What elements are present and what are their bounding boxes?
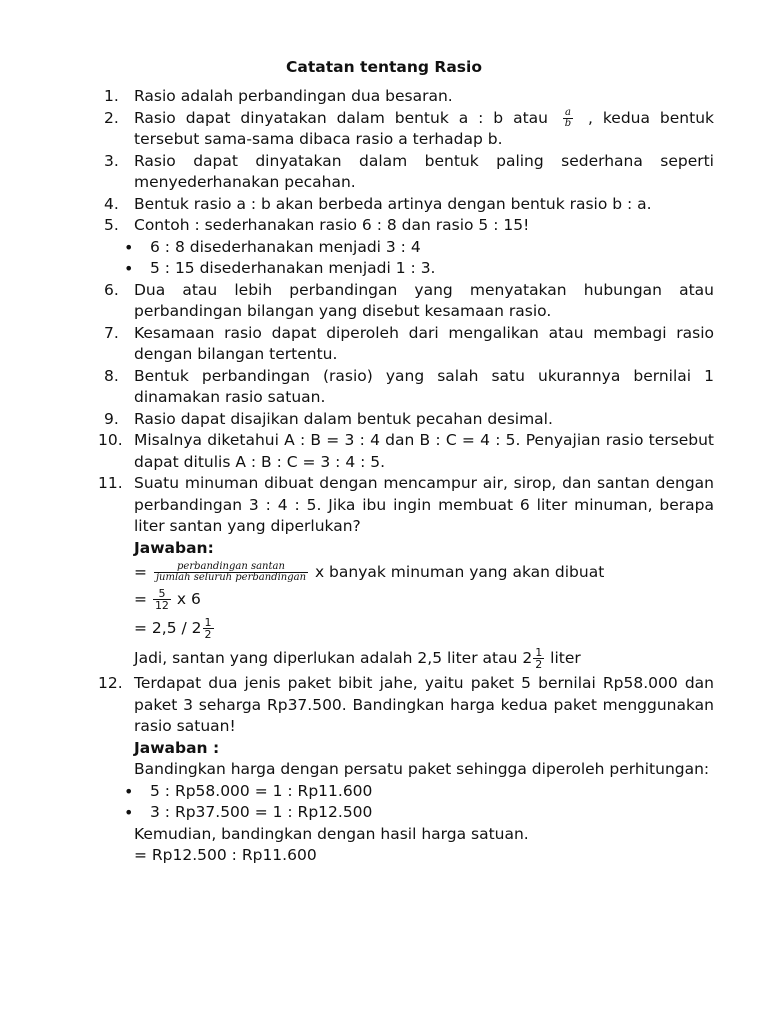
equals-sign: = (134, 563, 147, 581)
list-item-2 (104, 108, 714, 151)
list-item-7 (104, 323, 714, 366)
conclusion-text: Jadi, santan yang diperlukan adalah 2,5 liter atau 2 (134, 649, 533, 667)
item-text-line1 (134, 108, 714, 130)
item-text: Bentuk rasio a : b akan berbeda artinya dengan bentuk rasio b : a. (134, 194, 652, 213)
conclusion (134, 643, 714, 673)
item-number: 9. (104, 409, 119, 428)
fraction-numerator: 1 (535, 646, 543, 659)
item-text: Rasio adalah perbandingan dua besaran. (134, 87, 453, 105)
fraction-numerator: 5 (153, 588, 171, 600)
item-text: Suatu minuman dibuat dengan mencampur air, sirop, dan santan dengan perbandingan 3 : 4 : 5. Jika ibu ingin membuat 6 liter minuman, berapa liter santan yang diperlukan? (134, 474, 714, 535)
fraction-santan-ratio (154, 562, 308, 583)
step-text: x 6 (176, 590, 201, 608)
fraction-one-half (203, 617, 214, 640)
fraction-numerator: 1 (204, 616, 212, 629)
followup-text: Kemudian, bandingkan dengan hasil harga satuan. (134, 824, 529, 843)
step-text: x banyak minuman yang akan dibuat (314, 563, 605, 581)
bullet-item: • 6 : 8 disederhanakan menjadi 3 : 4 (104, 237, 714, 259)
explanation-text: Bandingkan harga dengan persatu paket sehingga diperoleh perhitungan: (134, 760, 710, 778)
equals-sign: = (134, 590, 147, 608)
list-item-9 (104, 409, 714, 431)
list-item-3 (104, 151, 714, 194)
item-number: 10. (98, 431, 123, 449)
step-text: = 2,5 / 2 (134, 619, 202, 637)
result-text: = Rp12.500 : Rp11.600 (134, 846, 317, 864)
item-text: Rasio dapat disajikan dalam bentuk pecahan desimal. (134, 409, 553, 428)
list-item-6 (104, 280, 714, 323)
document-title: Catatan tentang Rasio (286, 58, 482, 76)
item-number: 7. (104, 323, 119, 342)
conclusion-unit: liter (550, 649, 581, 667)
fraction-denominator: b (564, 117, 572, 129)
fraction-one-half (533, 647, 544, 670)
item-number: 6. (104, 280, 119, 299)
fraction-5-over-12 (153, 588, 171, 611)
item-number: 12. (98, 674, 123, 692)
fraction-numerator: perbandingan santan (154, 562, 308, 573)
bullet-item: • 5 : 15 disederhanakan menjadi 1 : 3. (104, 258, 714, 280)
fraction-denominator: 2 (535, 658, 543, 671)
solution-step-2 (134, 585, 714, 613)
list-item-12 (98, 673, 714, 781)
fraction-denominator: 12 (154, 599, 169, 612)
fraction-numerator: a (563, 108, 573, 119)
solution-step-3 (134, 613, 714, 643)
item-number: 8. (104, 366, 119, 385)
item-number: 4. (104, 194, 119, 213)
fraction-denominator: jumlah seluruh perbandingan (155, 572, 307, 583)
fraction-denominator: 2 (204, 628, 212, 641)
item-number: 5. (104, 216, 119, 234)
item-number: 3. (104, 151, 119, 170)
item-text-pre: Rasio dapat dinyatakan dalam bentuk a : b atau (134, 108, 548, 127)
item-text: Kesamaan rasio dapat diperoleh dari mengalikan atau membagi rasio dengan bilangan tertentu. (134, 323, 714, 363)
bullet-item: • 3 : Rp37.500 = 1 : Rp12.500 (104, 802, 714, 824)
answer-label: Jawaban : (134, 738, 220, 757)
solution-step-1 (134, 559, 714, 585)
item-text: Bentuk perbandingan (rasio) yang salah satu ukurannya bernilai 1 dinamakan rasio satuan. (134, 366, 714, 406)
item-number: 11. (98, 474, 123, 492)
item-text: Terdapat dua jenis paket bibit jahe, yaitu paket 5 bernilai Rp58.000 dan paket 3 seharga Rp37.500. Bandingkan harga kedua paket menggunakan rasio satuan! (134, 674, 714, 735)
answer-label: Jawaban: (134, 538, 214, 557)
list-item-5 (104, 215, 714, 237)
fraction-a-over-b (563, 108, 573, 129)
list-item-8 (104, 366, 714, 409)
item-text: Contoh : sederhanakan rasio 6 : 8 dan rasio 5 : 15! (134, 216, 530, 234)
item-number: 1. (104, 87, 119, 105)
item-text-post: , kedua bentuk (588, 108, 714, 127)
item-text: Misalnya diketahui A : B = 3 : 4 dan B : C = 4 : 5. Penyajian rasio tersebut dapat ditulis A : B : C = 3 : 4 : 5. (134, 431, 714, 471)
bullet-item: • 5 : Rp58.000 = 1 : Rp11.600 (104, 781, 714, 803)
item-text: Dua atau lebih perbandingan yang menyatakan hubungan atau perbandingan bilangan yang disebut kesamaan rasio. (134, 280, 714, 320)
item-number: 2. (104, 108, 119, 127)
item-text-line2: tersebut sama-sama dibaca rasio a terhadap b. (134, 130, 503, 148)
list-item-4 (104, 194, 714, 216)
list-item-10 (98, 430, 714, 473)
list-item-11 (98, 473, 714, 673)
list-item-12-continued (104, 824, 714, 867)
list-item-1 (104, 86, 714, 108)
item-text: Rasio dapat dinyatakan dalam bentuk paling sederhana seperti menyederhanakan pecahan. (134, 151, 714, 191)
numbered-list (98, 86, 714, 867)
